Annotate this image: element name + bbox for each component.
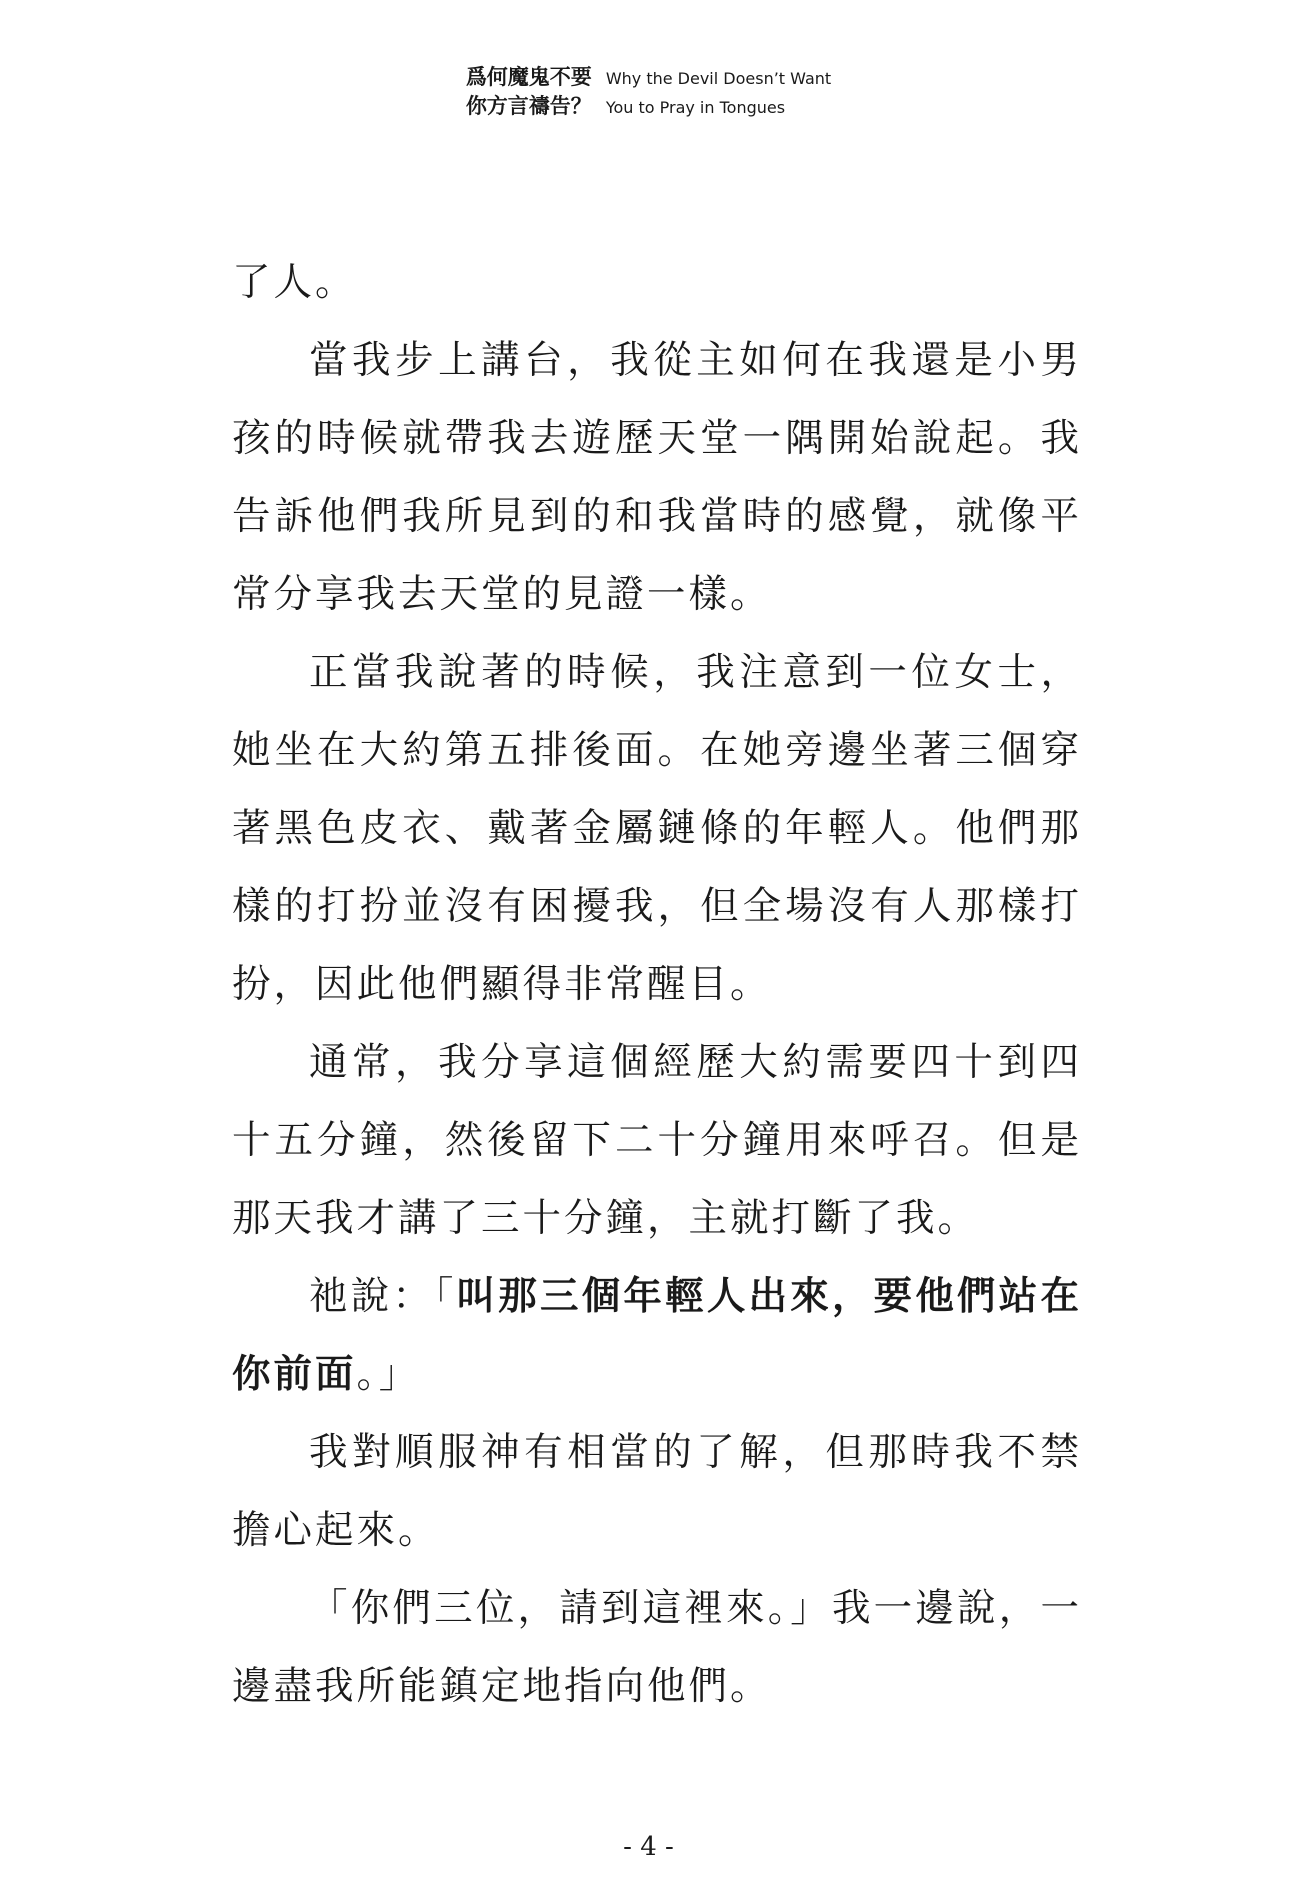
paragraph-continuation: 了人。 [232, 260, 357, 305]
header-english-title [606, 62, 831, 122]
paragraph-lord-speaks [232, 1258, 1082, 1414]
header-chinese-line-2: 你方言禱告？ [465, 93, 592, 118]
quote-bold: 叫那三個年輕人出來，要他們站在你前面 [232, 1274, 1082, 1397]
header-chinese-line-1: 爲何魔鬼不要 [465, 64, 592, 89]
paragraph-pulpit: 當我步上講台，我從主如何在我還是小男孩的時候就帶我去遊歷天堂一隅開始說起。我告訴他們我所見到的和我當時的感覺，就像平常分享我去天堂的見證一樣。 [232, 338, 1082, 617]
header-english-line-1: Why the Devil Doesn’t Want [605, 69, 832, 88]
running-header [0, 62, 1297, 122]
quote-end: 。」 [356, 1352, 421, 1397]
paragraph-young-men: 正當我說著的時候，我注意到一位女士，她坐在大約第五排後面。在她旁邊坐著三個穿著黑色皮衣、戴著金屬鏈條的年輕人。他們那樣的打扮並沒有困擾我，但全場沒有人那樣打扮，因此他們顯得非常醒目。 [232, 650, 1082, 1007]
header-chinese-title [466, 62, 592, 120]
paragraph-calling: 「你們三位，請到這裡來。」我一邊說，一邊盡我所能鎮定地指向他們。 [232, 1586, 1082, 1709]
header-english-line-2: You to Pray in Tongues [605, 98, 786, 117]
quote-intro: 祂說：「 [309, 1274, 457, 1319]
page-body [232, 244, 1082, 1726]
paragraph-obedience: 我對順服神有相當的了解，但那時我不禁擔心起來。 [232, 1430, 1082, 1553]
page-number: - 4 - [623, 1832, 674, 1862]
paragraph-interruption: 通常，我分享這個經歷大約需要四十到四十五分鐘，然後留下二十分鐘用來呼召。但是那天我才講了三十分鐘，主就打斷了我。 [232, 1040, 1082, 1241]
